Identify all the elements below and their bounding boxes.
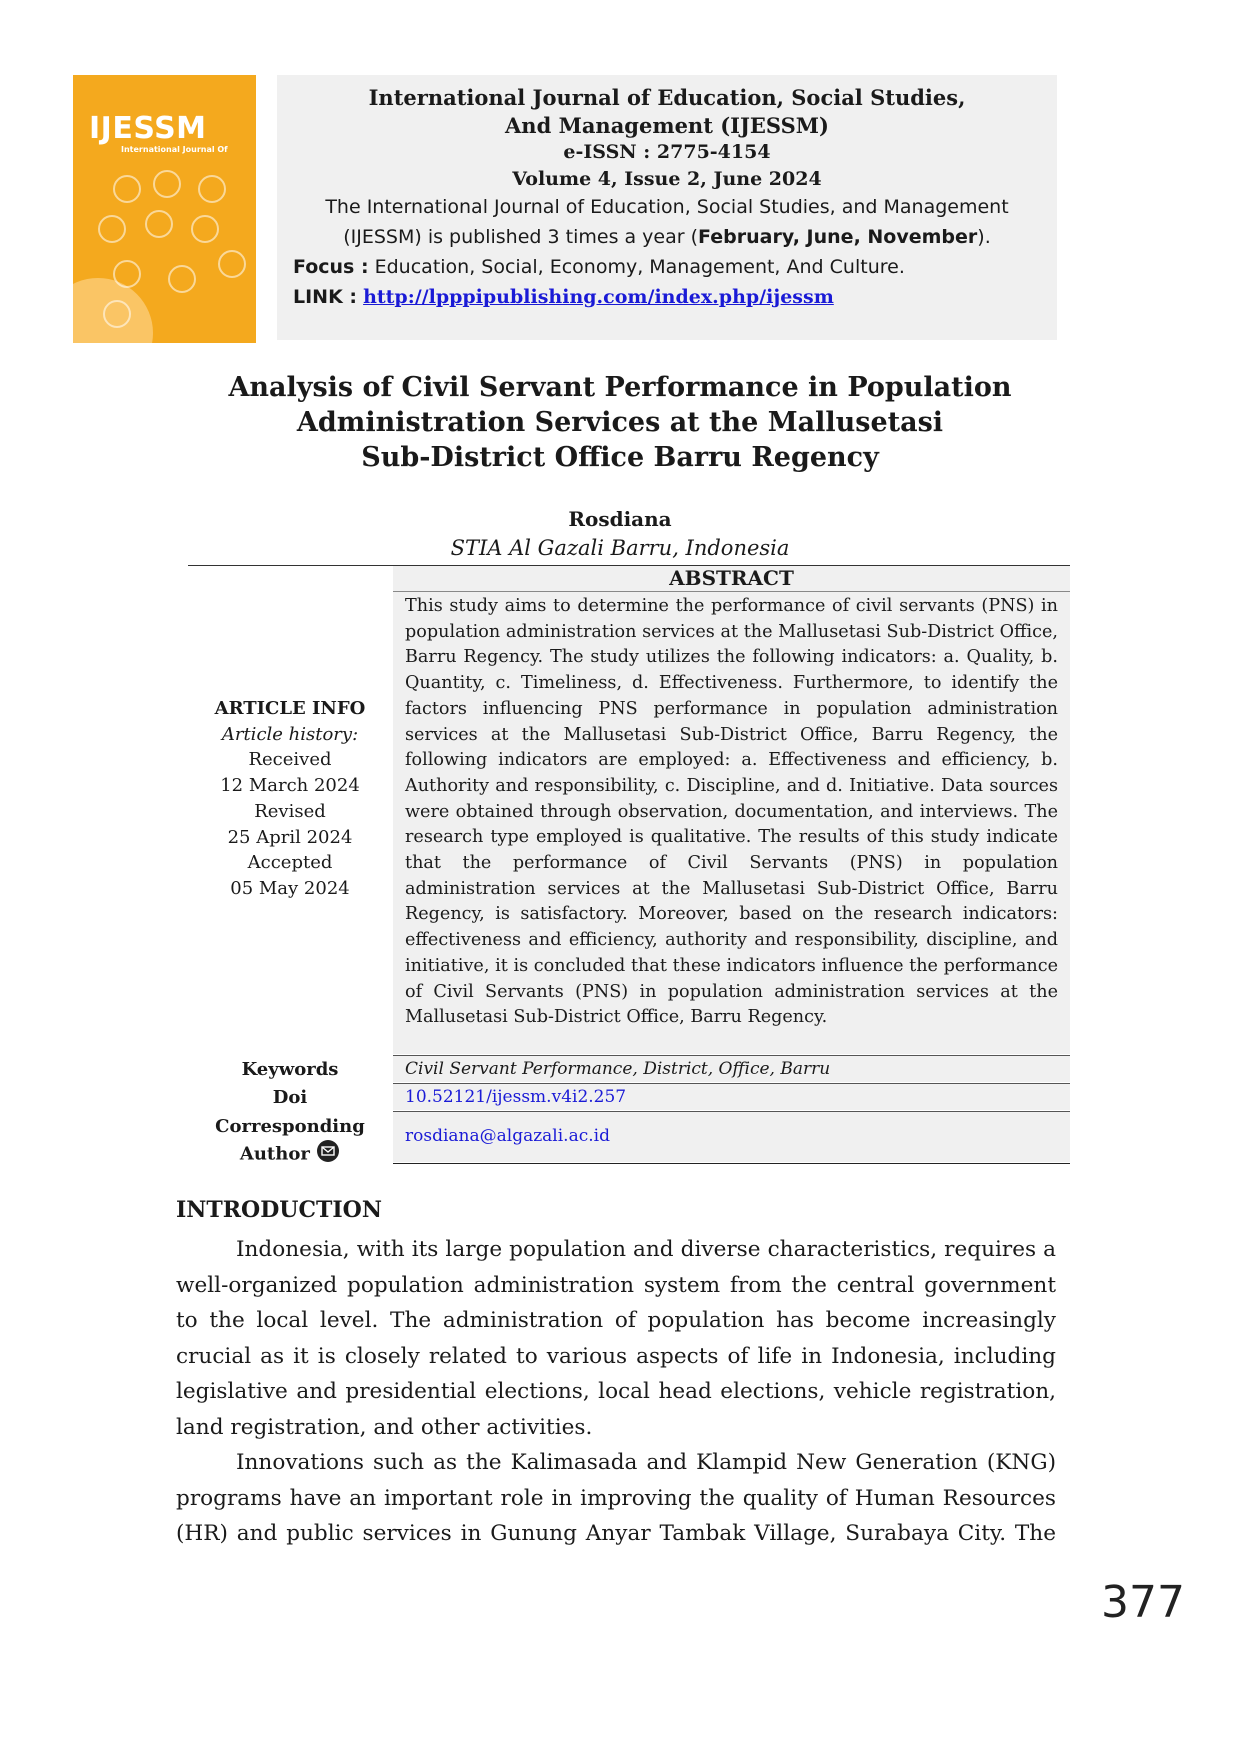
journal-cover-image <box>73 75 256 343</box>
keywords-value: Civil Servant Performance, District, Office, Barru <box>405 1059 831 1079</box>
cover-icon <box>218 250 246 278</box>
publish-schedule: (IJESSM) is published 3 times a year (February, June, November). <box>343 226 991 248</box>
cover-icon <box>113 175 141 203</box>
journal-link[interactable]: http://lpppipublishing.com/index.php/ijessm <box>363 286 834 308</box>
focus-text: Education, Social, Economy, Management, And Culture. <box>368 256 905 278</box>
paper-title-line3: Sub-District Office Barru Regency <box>361 442 879 473</box>
article-info <box>190 696 390 902</box>
journal-title-line2: And Management (IJESSM) <box>505 113 829 138</box>
cover-brand: IJESSM <box>89 111 207 146</box>
cover-icon <box>198 175 226 203</box>
received-label: Received <box>248 749 332 771</box>
corresponding-label-line1: Corresponding <box>215 1116 365 1137</box>
article-info-heading: ARTICLE INFO <box>214 698 366 719</box>
paper-author: Rosdiana <box>568 507 672 531</box>
cover-brand-sub: International Journal Of <box>121 145 228 154</box>
cover-icon <box>168 265 196 293</box>
introduction-paragraph-1: Indonesia, with its large population and diverse characteristics, requires a well-organized population administration system from the central government to the local level. The administration of population has become increasingly crucial as it is closely related to various aspects of life in Indonesia, including legislative and presidential elections, local head elections, vehicle registration, land registration, and other activities. <box>176 1237 1056 1440</box>
publish-months: February, June, November <box>698 226 978 248</box>
doi-link[interactable]: 10.52121/ijessm.v4i2.257 <box>405 1087 627 1107</box>
article-history-label: Article history: <box>221 723 359 745</box>
paper-title: Analysis of Civil Servant Performance in Population <box>228 372 1012 403</box>
revised-label: Revised <box>254 800 326 822</box>
paper-title-line2: Administration Services at the Mallusetasi <box>296 407 944 438</box>
corresponding-author-label <box>190 1114 390 1170</box>
journal-eissn: e-ISSN : 2775-4154 <box>563 141 771 163</box>
email-link[interactable]: rosdiana@algazali.ac.id <box>405 1126 610 1146</box>
publish-info: The International Journal of Education, Social Studies, and Management <box>325 196 1009 218</box>
keywords-label: Keywords <box>241 1059 339 1080</box>
revised-date: 25 April 2024 <box>227 826 353 848</box>
cover-icon <box>113 260 141 288</box>
keywords-cell <box>393 1056 1070 1082</box>
cover-icon <box>103 300 131 328</box>
paper-affiliation: STIA Al Gazali Barru, Indonesia <box>450 536 790 560</box>
cover-icon <box>145 210 173 238</box>
email-cell <box>393 1112 1070 1162</box>
introduction-heading: INTRODUCTION <box>176 1197 382 1223</box>
accepted-date: 05 May 2024 <box>230 877 350 899</box>
cover-icon <box>153 170 181 198</box>
introduction-paragraph-2: Innovations such as the Kalimasada and Klampid New Generation (KNG) programs have an important role in improving the quality of Human Resources (HR) and public services in Gunung Anyar Tambak Village, Surabaya City. The <box>176 1450 1056 1546</box>
received-date: 12 March 2024 <box>220 775 360 797</box>
table-bottom-rule <box>393 1163 1070 1164</box>
cover-icon <box>191 215 219 243</box>
page-number: 377 <box>1101 1577 1185 1628</box>
envelope-icon <box>316 1139 340 1170</box>
journal-volume: Volume 4, Issue 2, June 2024 <box>512 168 822 190</box>
link-line <box>293 286 834 308</box>
abstract-text: This study aims to determine the performance of civil servants (PNS) in population administration services at the Mallusetasi Sub-District Office, Barru Regency. The study utilizes the following indicators: a. Quality, b. Quantity, c. Timeliness, d. Effectiveness. Furthermore, to identify the factors influencing PNS performance in population administration services at the Mallusetasi Sub-District Office, Barru Regency, the following indicators are employed: a. Effectiveness and efficiency, b. Authority and responsibility, c. Discipline, and d. Initiative. Data sources were obtained through observation, documentation, and interviews. The research type employed is qualitative. The results of this study indicate that the performance of Civil Servants (PNS) in population administration services at the Mallusetasi Sub-District Office, Barru Regency, is satisfactory. Moreover, based on the research indicators: effectiveness and efficiency, authority and responsibility, discipline, and initiative, it is concluded that these indicators influence the performance of Civil Servants (PNS) in population administration services at the Mallusetasi Sub-District Office, Barru Regency. <box>405 596 1058 1028</box>
corresponding-label-line2: Author <box>239 1143 310 1165</box>
journal-header <box>277 75 1057 340</box>
doi-cell <box>393 1084 1070 1110</box>
focus-label: Focus : <box>293 256 369 278</box>
doi-label: Doi <box>272 1087 308 1108</box>
link-label: LINK : <box>293 286 358 308</box>
accepted-label: Accepted <box>247 852 333 874</box>
abstract-box <box>393 592 1070 1054</box>
abstract-heading: ABSTRACT <box>393 566 1070 591</box>
cover-icon <box>98 215 126 243</box>
journal-title: International Journal of Education, Social Studies, <box>368 85 966 110</box>
focus-line <box>293 256 905 278</box>
